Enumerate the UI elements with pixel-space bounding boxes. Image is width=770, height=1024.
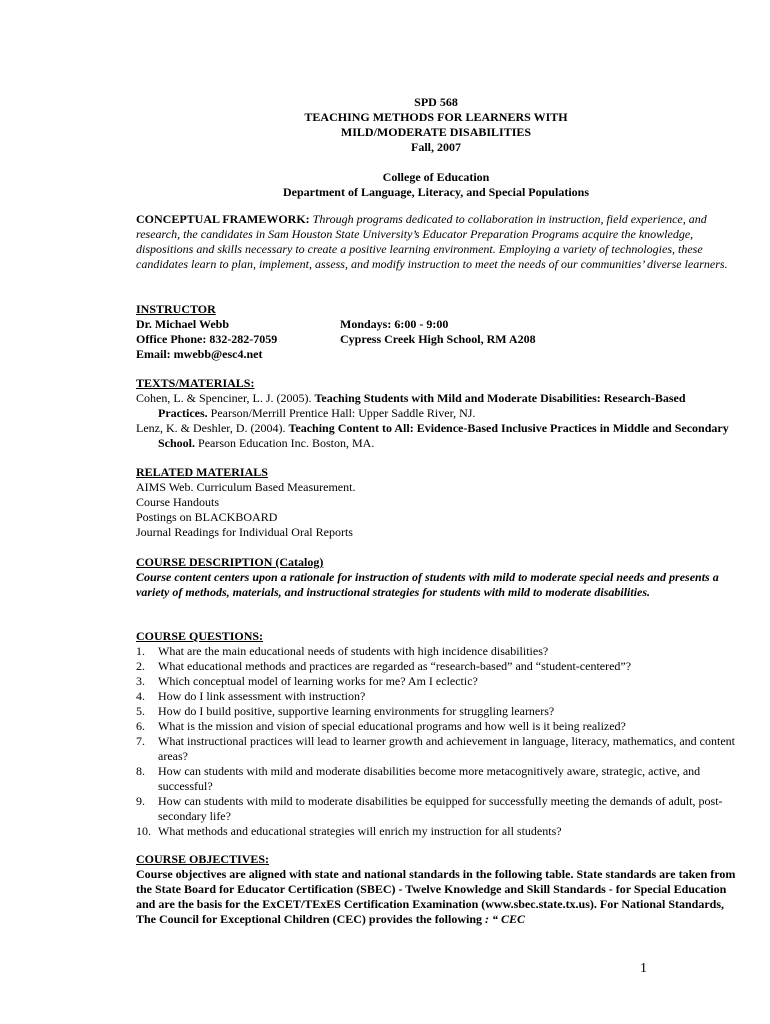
objectives-tail: : “ CEC — [485, 912, 526, 926]
question-number: 9. — [136, 794, 145, 808]
texts-section — [136, 376, 736, 451]
question-number: 3. — [136, 674, 145, 688]
citation-publisher: Pearson/Merrill Prentice Hall: Upper Saddle River, NJ. — [207, 406, 476, 420]
citation-publisher: Pearson Education Inc. Boston, MA. — [195, 436, 375, 450]
framework-label: CONCEPTUAL FRAMEWORK: — [136, 212, 310, 226]
related-materials-section — [136, 465, 736, 540]
question-text: How do I build positive, supportive learning environments for struggling learners? — [158, 704, 555, 718]
list-item — [136, 794, 736, 824]
question-number: 7. — [136, 734, 145, 748]
question-text: What educational methods and practices are regarded as “research-based” and “student-centered”? — [158, 659, 632, 673]
department-name: Department of Language, Literacy, and Special Populations — [282, 185, 589, 199]
question-number: 2. — [136, 659, 145, 673]
college-name: College of Education — [382, 170, 490, 184]
objectives-heading: COURSE OBJECTIVES: — [136, 852, 270, 866]
instructor-email: Email: mwebb@esc4.net — [136, 347, 263, 361]
questions-heading: COURSE QUESTIONS: — [136, 629, 264, 643]
list-item — [136, 734, 736, 764]
description-text: Course content centers upon a rationale for instruction of students with mild to moderate special needs and presents a variety of methods, materials, and instructional strategies for students with mild to moderate disabilities. — [136, 570, 719, 599]
class-schedule: Mondays: 6:00 - 9:00 — [340, 317, 449, 331]
related-item: Journal Readings for Individual Oral Reports — [136, 525, 353, 539]
course-objectives-section — [136, 852, 736, 927]
conceptual-framework — [136, 212, 736, 272]
related-item: Postings on BLACKBOARD — [136, 510, 278, 524]
instructor-heading: INSTRUCTOR — [136, 302, 216, 316]
question-text: Which conceptual model of learning works for me? Am I eclectic? — [158, 674, 478, 688]
course-description-section — [136, 555, 736, 600]
list-item — [136, 719, 736, 734]
list-item — [136, 824, 736, 839]
question-number: 4. — [136, 689, 145, 703]
page-number: 1 — [640, 961, 647, 976]
list-item — [136, 764, 736, 794]
instructor-phone: Office Phone: 832-282-7059 — [136, 332, 278, 346]
question-number: 5. — [136, 704, 145, 718]
question-text: How do I link assessment with instruction? — [158, 689, 366, 703]
related-item: Course Handouts — [136, 495, 219, 509]
course-title-line2: MILD/MODERATE DISABILITIES — [340, 125, 532, 139]
citation-title: Teaching Students with Mild and Moderate Disabilities: Research-Based Practices. — [158, 391, 686, 420]
questions-list — [136, 644, 736, 839]
citation-authors: Lenz, K. & Deshler, D. (2004). — [136, 421, 289, 435]
course-title-line1: TEACHING METHODS FOR LEARNERS WITH — [304, 110, 568, 124]
course-term: Fall, 2007 — [411, 140, 461, 154]
text-citation — [136, 421, 736, 451]
course-code: SPD 568 — [414, 95, 458, 109]
course-header — [136, 95, 736, 200]
question-text: What methods and educational strategies will enrich my instruction for all students? — [158, 824, 562, 838]
question-text: What are the main educational needs of students with high incidence disabilities? — [158, 644, 549, 658]
question-text: What is the mission and vision of special educational programs and how well is it being realized? — [158, 719, 626, 733]
course-questions-section — [136, 629, 736, 839]
class-location: Cypress Creek High School, RM A208 — [340, 332, 536, 346]
text-citation — [136, 391, 736, 421]
related-item: AIMS Web. Curriculum Based Measurement. — [136, 480, 356, 494]
question-number: 10. — [136, 824, 151, 838]
question-text: How can students with mild to moderate disabilities be equipped for successfully meeting the demands of adult, post-secondary life? — [158, 794, 723, 823]
question-text: How can students with mild and moderate disabilities become more metacognitively aware, strategic, active, and successful? — [158, 764, 701, 793]
list-item — [136, 689, 736, 704]
question-number: 1. — [136, 644, 145, 658]
texts-heading: TEXTS/MATERIALS: — [136, 376, 255, 390]
related-heading: RELATED MATERIALS — [136, 465, 268, 479]
objectives-text — [136, 867, 736, 927]
question-text: What instructional practices will lead to learner growth and achievement in language, literacy, mathematics, and content areas? — [158, 734, 735, 763]
list-item — [136, 704, 736, 719]
instructor-section — [136, 302, 736, 362]
list-item — [136, 674, 736, 689]
description-heading: COURSE DESCRIPTION (Catalog) — [136, 555, 324, 569]
objectives-body: Course objectives are aligned with state and national standards in the following table. State standards are taken from the State Board for Educator Certification (SBEC) - Twelve Knowledge and Skill Standards - for Special Education and are the basis for the ExCET/TExES Certification Examination (www.sbec.state.tx.us). For National Standards, The Council for Exceptional Children (CEC) provides the following — [136, 867, 736, 926]
question-number: 8. — [136, 764, 145, 778]
list-item — [136, 644, 736, 659]
citation-authors: Cohen, L. & Spenciner, L. J. (2005). — [136, 391, 315, 405]
question-number: 6. — [136, 719, 145, 733]
framework-text: Through programs dedicated to collaboration in instruction, field experience, and research, the candidates in Sam Houston State University’s Educator Preparation Programs acquire the knowledge, dispositions and skills necessary to create a positive learning environment. Employing a variety of technologies, these candidates learn to plan, implement, assess, and modify instruction to meet the needs of our communities’ diverse learners. — [136, 212, 728, 271]
list-item — [136, 659, 736, 674]
citation-title: Teaching Content to All: Evidence-Based Inclusive Practices in Middle and Secondary School. — [158, 421, 729, 450]
instructor-name: Dr. Michael Webb — [136, 317, 230, 331]
